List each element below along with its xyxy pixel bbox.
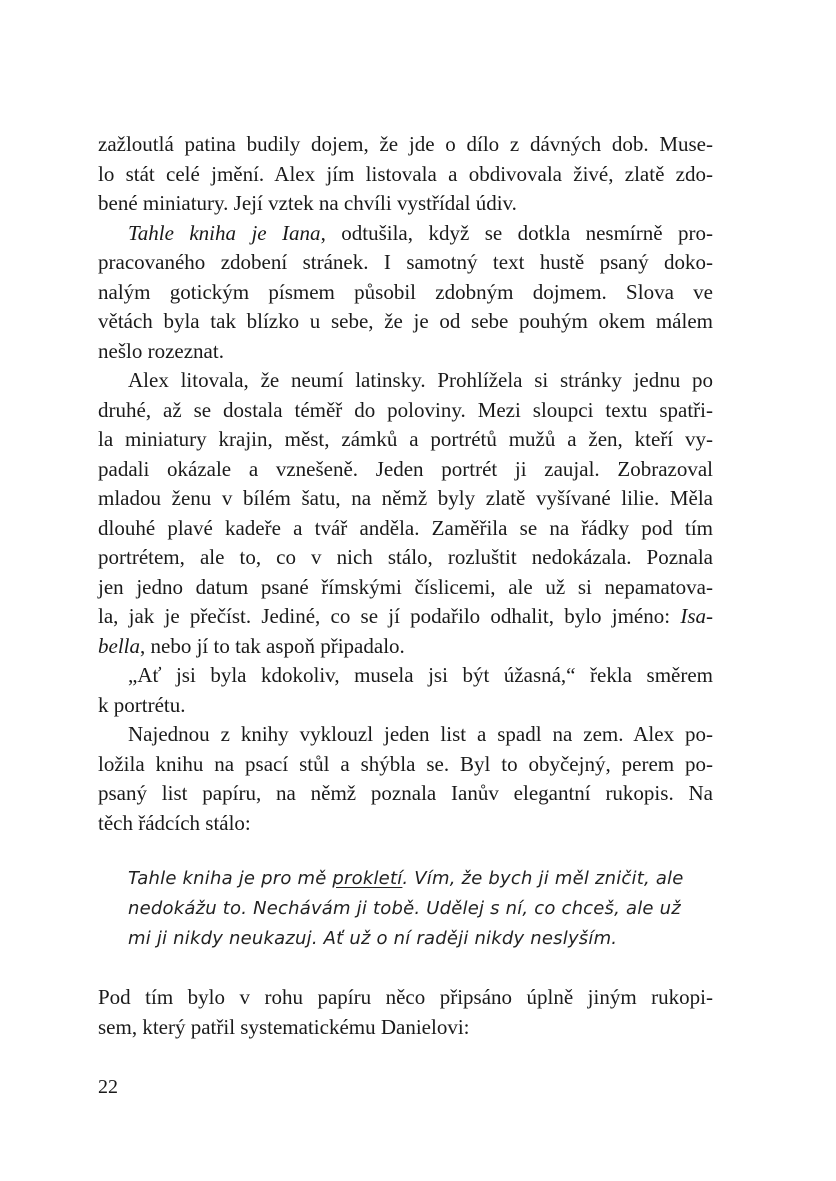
text-segment: padali okázale a vznešeně. Jeden portrét ji zaujal. Zobrazoval — [98, 456, 713, 481]
text-segment: k portrétu. — [98, 692, 186, 717]
text-segment: nedokážu to. Nechávám ji tobě. Udělej s ní, co chceš, ale už — [128, 898, 681, 919]
text-line — [128, 924, 688, 954]
text-segment: lo stát celé jmění. Alex jím listovala a obdivovala živé, zlatě zdo- — [98, 161, 713, 186]
text-line — [98, 189, 713, 219]
text-line — [98, 248, 713, 278]
text-segment: , odtušila, když se dotkla nesmírně pro- — [320, 220, 714, 245]
text-line — [98, 1013, 713, 1043]
text-segment: „Ať jsi byla kdokoliv, musela jsi být úžasná,“ řekla směrem — [128, 663, 713, 687]
page-number: 22 — [98, 1076, 118, 1098]
text-line — [128, 894, 688, 924]
text-segment: mi ji nikdy neukazuj. Ať už o ní raději nikdy neslyším. — [128, 928, 618, 949]
text-segment: sem, který patřil systematickému Danielovi: — [98, 1014, 470, 1039]
italic-text: bella — [98, 633, 140, 658]
text-line — [98, 602, 713, 632]
text-segment: druhé, až se dostala téměř do poloviny. Mezi sloupci textu spatři- — [98, 397, 713, 422]
text-line — [98, 573, 713, 603]
text-segment: větách byla tak blízko u sebe, že je od sebe pouhým okem málem — [98, 309, 713, 333]
italic-text: Tahle kniha je Iana — [128, 220, 321, 245]
text-line — [98, 219, 713, 249]
text-line — [98, 809, 713, 839]
text-segment: Najednou z knihy vyklouzl jeden list a spadl na zem. Alex po- — [128, 722, 713, 746]
text-segment: la, jak je přečíst. Jediné, co se jí podařilo odhalit, bylo jméno: — [98, 604, 681, 628]
text-segment: zažloutlá patina budily dojem, že jde o dílo z dávných dob. Muse- — [98, 132, 713, 156]
text-line — [98, 720, 713, 750]
text-line — [98, 307, 713, 337]
text-segment: mladou ženu v bílém šatu, na němž byly zlatě vyšívané lilie. Měla — [98, 486, 713, 510]
text-segment: Alex litovala, že neumí latinsky. Prohlížela si stránky jednu po — [128, 368, 713, 392]
text-line — [98, 983, 713, 1013]
text-line — [98, 691, 713, 721]
text-segment: jen jedno datum psané římskými číslicemi, ale už si nepamatova- — [98, 574, 713, 599]
text-line — [98, 543, 713, 573]
text-line — [98, 160, 713, 190]
text-line — [98, 455, 713, 485]
italic-text: Isa- — [680, 604, 713, 628]
text-segment: dlouhé plavé kadeře a tvář anděla. Zaměřila se na řádky pod tím — [98, 515, 713, 540]
body-text — [98, 130, 713, 838]
text-segment: bené miniatury. Její vztek na chvíli vystřídal údiv. — [98, 191, 517, 215]
text-line — [98, 484, 713, 514]
underlined-text: prokletí — [332, 868, 403, 889]
text-line — [98, 632, 713, 662]
handwritten-note — [128, 864, 688, 954]
text-line — [98, 396, 713, 426]
text-line — [98, 661, 713, 691]
text-segment: ložila knihu na psací stůl a shýbla se. Byl to obyčejný, perem po- — [98, 751, 713, 776]
text-segment: těch řádcích stálo: — [98, 810, 251, 835]
text-segment: psaný list papíru, na němž poznala Ianův elegantní rukopis. Na — [98, 781, 713, 805]
text-segment: , nebo jí to tak aspoň připadalo. — [140, 633, 405, 658]
text-line — [98, 750, 713, 780]
text-line — [98, 425, 713, 455]
text-line — [98, 514, 713, 544]
text-line — [98, 130, 713, 160]
text-segment: la miniatury krajin, měst, zámků a portrétů mužů a žen, kteří vy- — [98, 427, 713, 451]
text-line — [98, 337, 713, 367]
text-segment: Tahle kniha je pro mě — [128, 868, 333, 889]
text-line — [128, 864, 688, 894]
text-segment: Pod tím bylo v rohu papíru něco připsáno úplně jiným rukopi- — [98, 985, 713, 1009]
text-segment: nešlo rozeznat. — [98, 338, 224, 363]
text-line — [98, 779, 713, 809]
text-segment: pracovaného zdobení stránek. I samotný text hustě psaný doko- — [98, 250, 713, 274]
text-line — [98, 366, 713, 396]
text-segment: portrétem, ale to, co v nich stálo, rozluštit nedokázala. Poznala — [98, 545, 713, 569]
closing-paragraph — [98, 983, 713, 1042]
text-segment: . Vím, že bych ji měl zničit, ale — [402, 868, 684, 889]
text-segment: nalým gotickým písmem působil zdobným dojmem. Slova ve — [98, 279, 713, 304]
text-line — [98, 278, 713, 308]
